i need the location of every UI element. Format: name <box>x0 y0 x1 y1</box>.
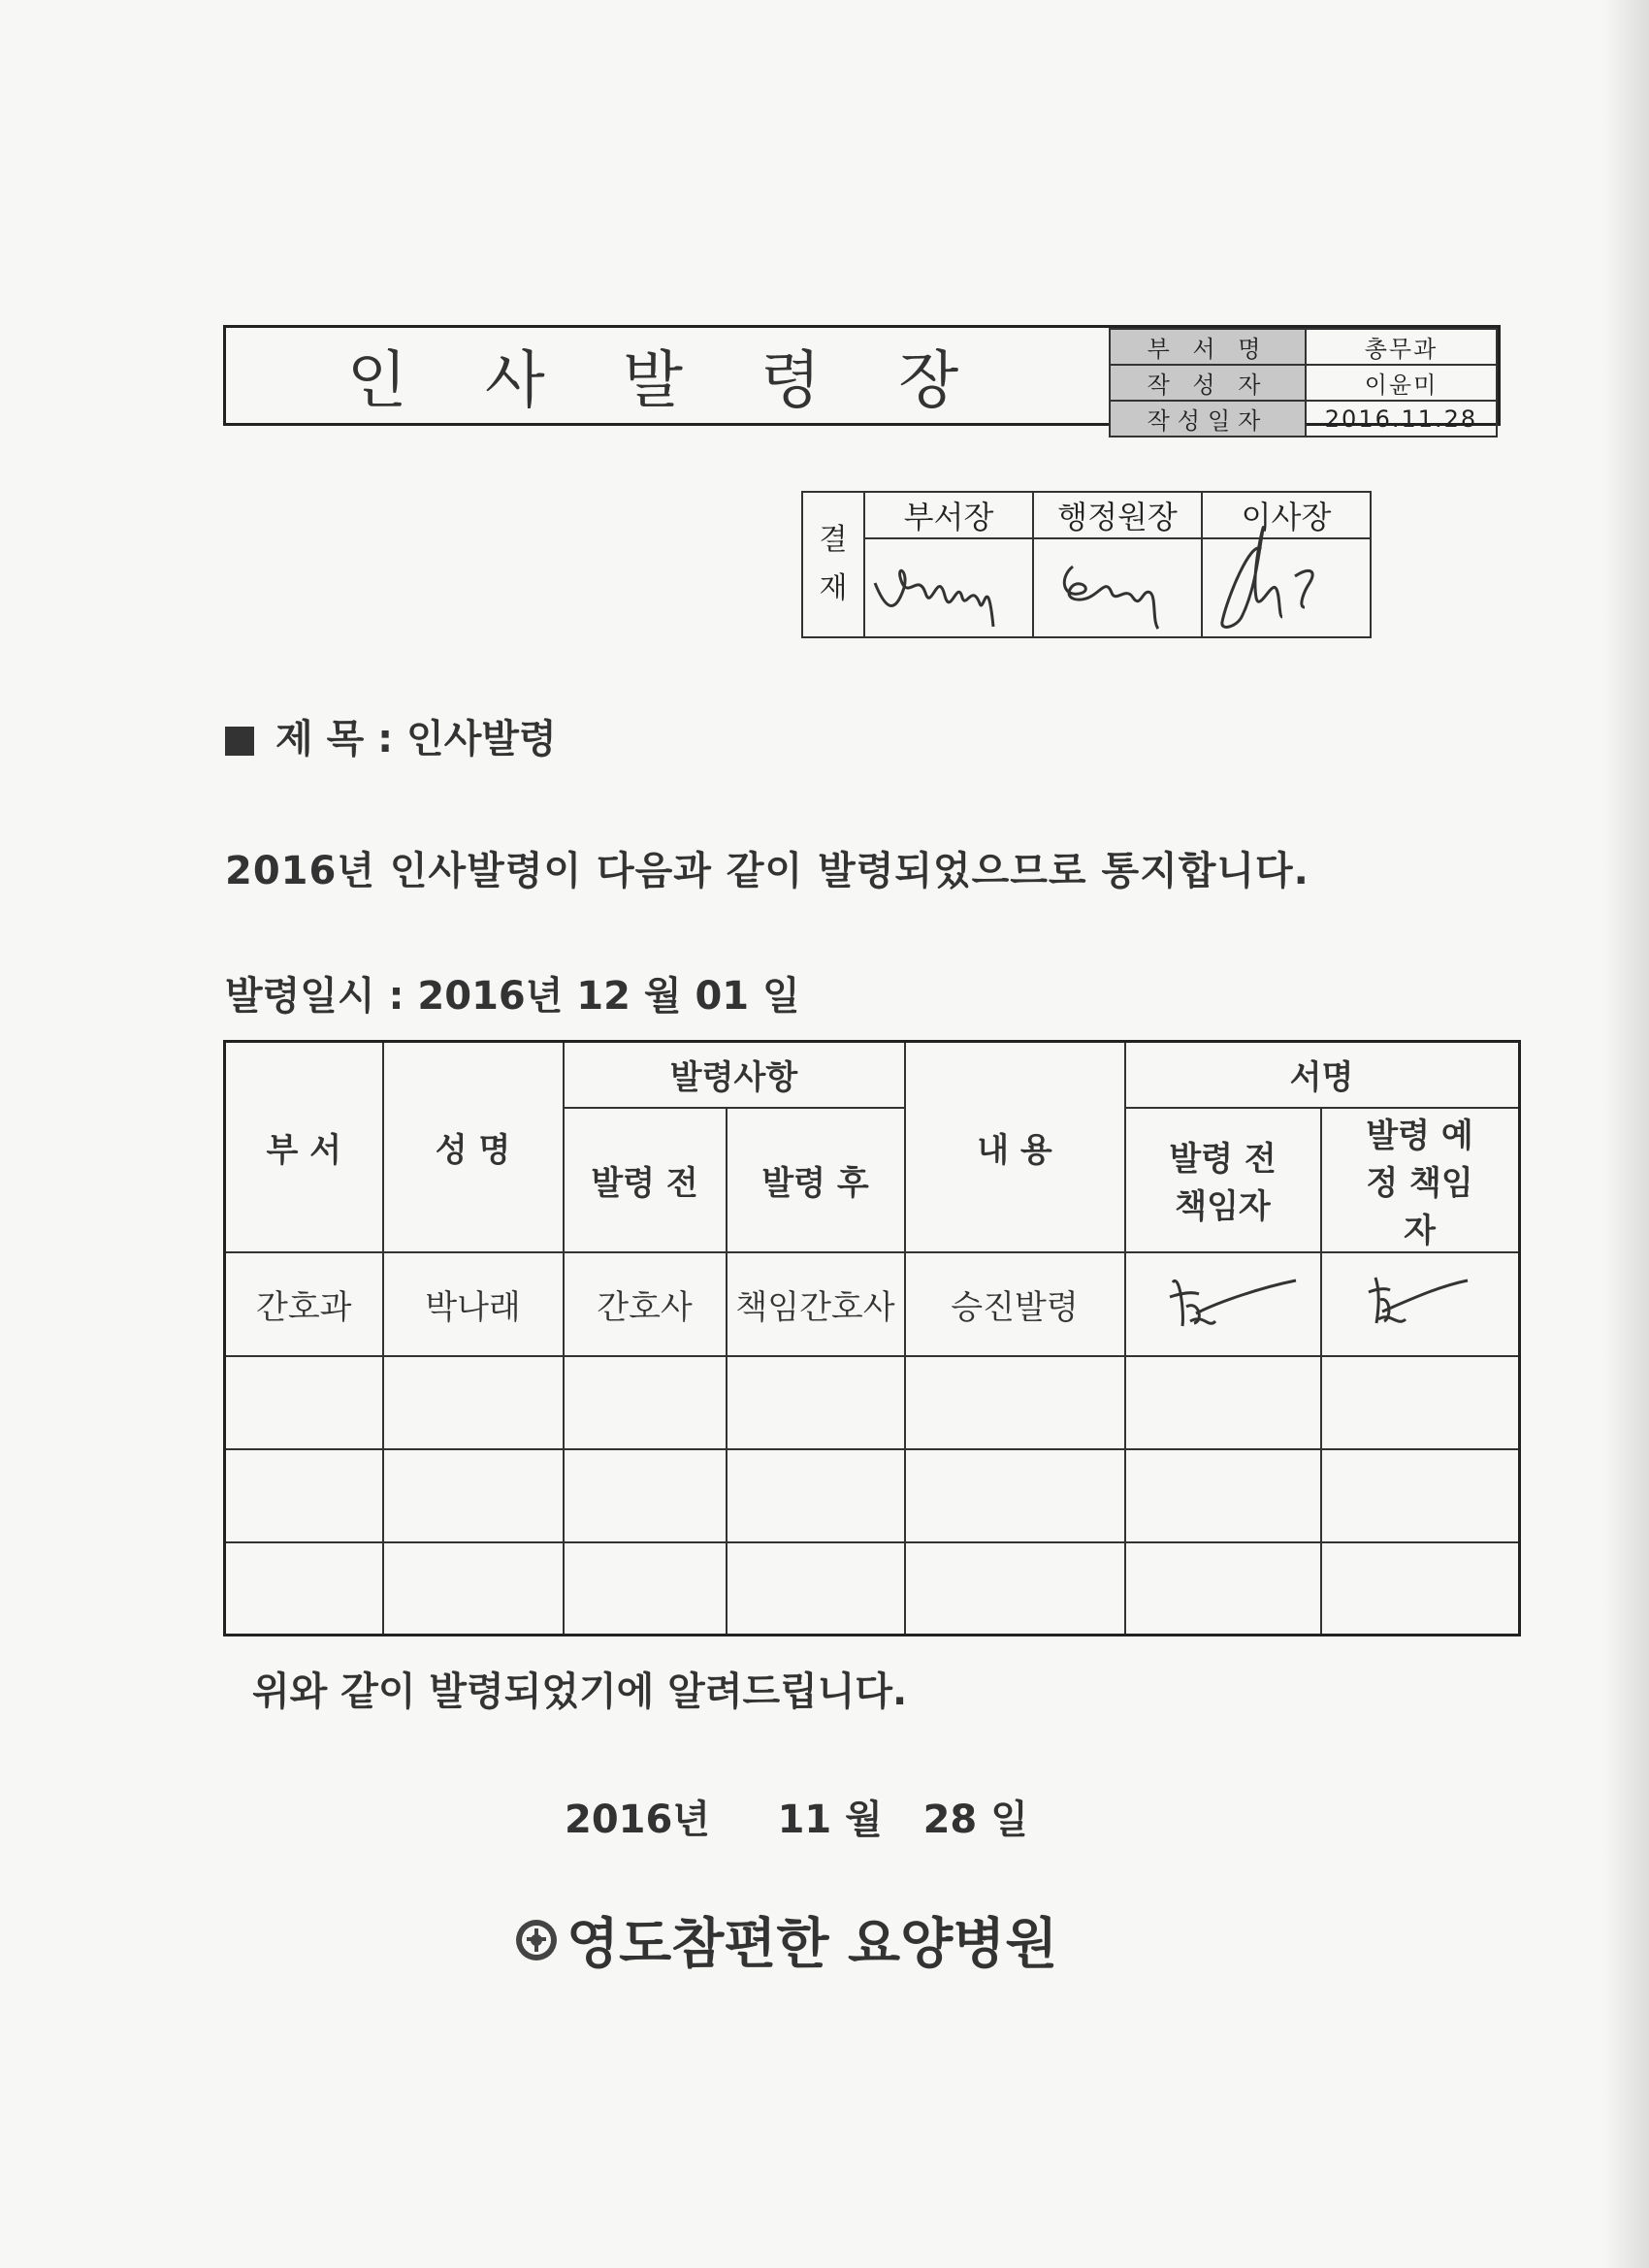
cell-signature-before <box>1125 1252 1321 1356</box>
meta-value: 총무과 <box>1306 329 1497 365</box>
cell-empty <box>1321 1449 1520 1542</box>
page-edge-shadow <box>1602 0 1649 2268</box>
cell-after: 책임간호사 <box>727 1252 905 1356</box>
meta-label: 작성일자 <box>1110 401 1306 437</box>
signature-dept-head <box>864 538 1033 637</box>
cell-empty <box>564 1542 727 1636</box>
meta-row-author <box>1110 365 1497 401</box>
hospital-name: 영도참편한 요양병원 <box>566 1913 1058 1976</box>
header-sign-after: 발령 예정 책임자 <box>1321 1108 1520 1252</box>
table-row <box>225 1252 1520 1356</box>
cell-empty <box>1125 1449 1321 1542</box>
header-before: 발령 전 <box>564 1108 727 1252</box>
approval-side-label <box>802 492 864 637</box>
subject-text: 제 목 : 인사발령 <box>275 717 557 761</box>
approval-role-chairman: 이사장 <box>1202 492 1371 538</box>
square-bullet-icon <box>225 727 254 756</box>
cell-empty <box>225 1449 383 1542</box>
header-name: 성 명 <box>383 1042 564 1252</box>
cell-empty <box>564 1449 727 1542</box>
header-after: 발령 후 <box>727 1108 905 1252</box>
cell-empty <box>905 1356 1125 1449</box>
cell-empty <box>383 1449 564 1542</box>
meta-label: 부 서 명 <box>1110 329 1306 365</box>
approval-role-admin-director: 행정원장 <box>1033 492 1202 538</box>
cell-signature-after <box>1321 1252 1520 1356</box>
meta-value: 2016.11.28 <box>1306 401 1497 437</box>
issue-date: 발령일시 : 2016년 12 월 01 일 <box>225 974 800 1019</box>
meta-row-date <box>1110 401 1497 437</box>
personnel-order-table <box>223 1040 1521 1636</box>
cell-empty <box>225 1356 383 1449</box>
cell-empty <box>727 1449 905 1542</box>
cell-empty <box>1321 1356 1520 1449</box>
cell-content: 승진발령 <box>905 1252 1125 1356</box>
cell-empty <box>1321 1542 1520 1636</box>
subject-line <box>225 708 557 763</box>
hospital-logo-icon <box>514 1918 559 1962</box>
approval-label-top: 결 <box>819 523 848 557</box>
cell-before: 간호사 <box>564 1252 727 1356</box>
cell-empty <box>383 1356 564 1449</box>
notice-text: 2016년 인사발령이 다음과 같이 발령되었으므로 통지합니다. <box>225 849 1310 893</box>
closing-text: 위와 같이 발령되었기에 알려드립니다. <box>252 1669 908 1714</box>
meta-label: 작 성 자 <box>1110 365 1306 401</box>
header-content: 내 용 <box>905 1042 1125 1252</box>
header-signature: 서명 <box>1125 1042 1520 1108</box>
cell-empty <box>727 1356 905 1449</box>
meta-value: 이윤미 <box>1306 365 1497 401</box>
sign-date: 2016년 11 월 28 일 <box>565 1798 1028 1842</box>
document-meta-table <box>1109 328 1498 437</box>
cell-empty <box>905 1449 1125 1542</box>
cell-empty <box>383 1542 564 1636</box>
header-sign-before: 발령 전 책임자 <box>1125 1108 1321 1252</box>
header-dept: 부 서 <box>225 1042 383 1252</box>
cell-empty <box>564 1356 727 1449</box>
signature-chairman <box>1202 538 1371 637</box>
table-row <box>225 1542 1520 1636</box>
document-title: 인 사 발 령 장 <box>346 345 988 417</box>
signature-admin-director <box>1033 538 1202 637</box>
cell-dept: 간호과 <box>225 1252 383 1356</box>
approval-label-bottom: 재 <box>819 571 848 605</box>
hospital-name-block <box>514 1901 1057 1979</box>
cell-empty <box>905 1542 1125 1636</box>
approval-box <box>801 491 1372 638</box>
header-orders: 발령사항 <box>564 1042 905 1108</box>
document-header <box>223 325 1501 435</box>
cell-empty <box>727 1542 905 1636</box>
cell-empty <box>1125 1542 1321 1636</box>
table-row <box>225 1356 1520 1449</box>
approval-role-dept-head: 부서장 <box>864 492 1033 538</box>
cell-name: 박나래 <box>383 1252 564 1356</box>
cell-empty <box>1125 1356 1321 1449</box>
cell-empty <box>225 1542 383 1636</box>
table-row <box>225 1449 1520 1542</box>
meta-row-dept <box>1110 329 1497 365</box>
